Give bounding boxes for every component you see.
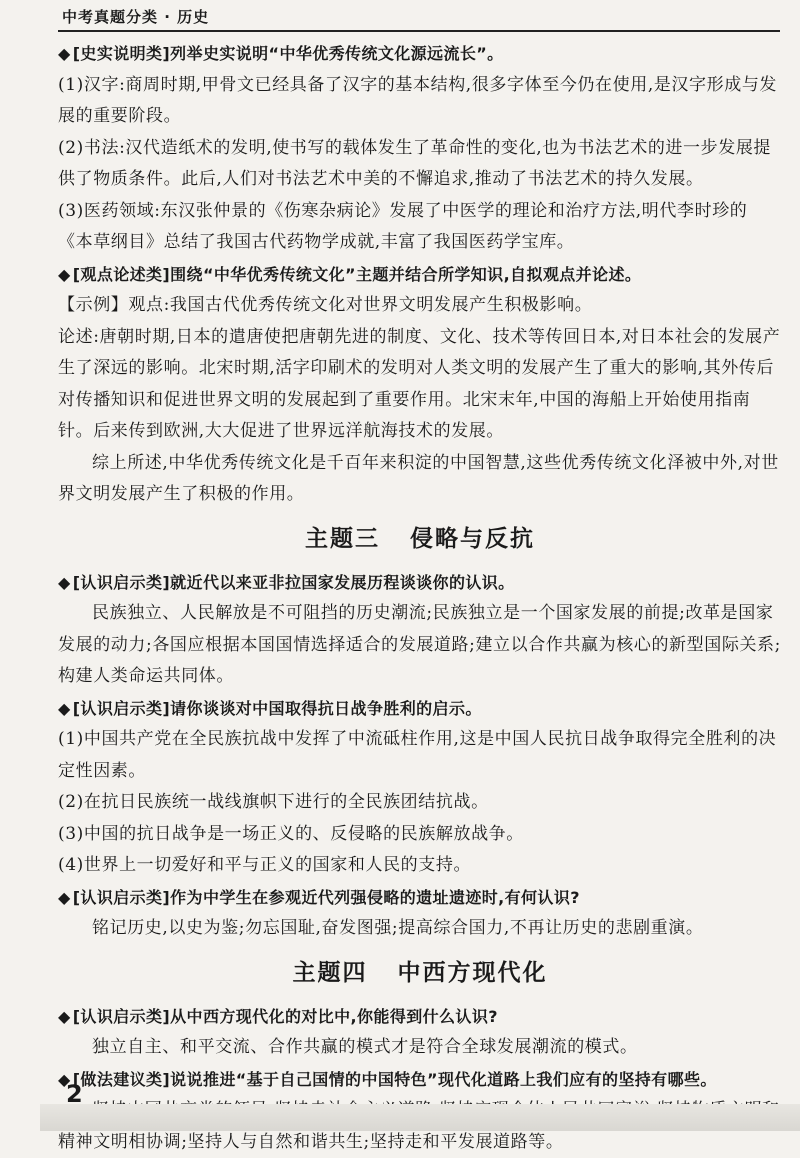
answer-item: (3)医药领域:东汉张仲景的《伤寒杂病论》发展了中医学的理论和治疗方法,明代李时珍的《本草纲目》总结了我国古代药物学成就,丰富了我国医药学宝库。	[58, 200, 748, 252]
question-heading	[58, 882, 782, 914]
diamond-bullet-icon: ◆	[58, 44, 71, 63]
question-heading	[58, 38, 782, 70]
section-name: 侵略与反抗	[410, 525, 535, 552]
running-header: 中考真题分类 · 历史	[62, 8, 210, 26]
section-title	[58, 945, 782, 1001]
page-number: 2	[66, 1080, 83, 1108]
diamond-bullet-icon: ◆	[58, 264, 71, 284]
diamond-bullet-icon: ◆	[58, 887, 71, 907]
section-label: 主题三	[305, 525, 380, 552]
question-text: [认识启示类]就近代以来亚非拉国家发展历程谈谈你的认识。	[72, 572, 515, 592]
question-heading	[58, 693, 782, 725]
question-text: [观点论述类]围绕“中华优秀传统文化”主题并结合所学知识,自拟观点并论述。	[72, 264, 642, 284]
header-rule	[58, 30, 780, 32]
section-name: 中西方现代化	[397, 959, 548, 986]
question-text: [认识启示类]作为中学生在参观近代列强侵略的遗址遗迹时,有何认识?	[72, 887, 580, 907]
section-title	[58, 511, 782, 567]
question-heading	[58, 1001, 782, 1033]
answer-paragraph: 独立自主、和平交流、合作共赢的模式才是符合全球发展潮流的模式。	[92, 1037, 638, 1057]
answer-item: (2)在抗日民族统一战线旗帜下进行的全民族团结抗战。	[58, 792, 489, 812]
argument-paragraph: 论述:唐朝时期,日本的遣唐使把唐朝先进的制度、文化、技术等传回日本,对日本社会的发展产生了深远的影响。北宋时期,活字印刷术的发明对人类文明的发展产生了重大的影响,其外传后对传播知识和促进世界文明的发展起到了重要作用。北宋末年,中国的海船上开始使用指南针。后来传到欧洲,大大促进了世界远洋航海技术的发展。	[58, 326, 781, 441]
diamond-bullet-icon: ◆	[58, 572, 71, 592]
question-text: [史实说明类]列举史实说明“中华优秀传统文化源远流长”。	[72, 44, 504, 63]
conclusion-paragraph: 综上所述,中华优秀传统文化是千百年来积淀的中国智慧,这些优秀传统文化泽被中外,对世界文明发展产生了积极的作用。	[58, 452, 779, 504]
page-edge	[40, 1104, 800, 1131]
question-heading	[58, 259, 782, 291]
answer-paragraph: 民族独立、人民解放是不可阻挡的历史潮流;民族独立是一个国家发展的前提;改革是国家发展的动力;各国应根据本国国情选择适合的发展道路;建立以合作共赢为核心的新型国际关系;构建人类命运共同体。	[58, 603, 781, 686]
answer-item: (4)世界上一切爱好和平与正义的国家和人民的支持。	[58, 855, 472, 875]
answer-item: (1)中国共产党在全民族抗战中发挥了中流砥柱作用,这是中国人民抗日战争取得完全胜利的决定性因素。	[58, 729, 777, 781]
question-text: [认识启示类]请你谈谈对中国取得抗日战争胜利的启示。	[72, 698, 482, 718]
answer-item: (1)汉字:商周时期,甲骨文已经具备了汉字的基本结构,很多字体至今仍在使用,是汉字形成与发展的重要阶段。	[58, 74, 778, 126]
example-viewpoint: 【示例】观点:我国古代优秀传统文化对世界文明发展产生积极影响。	[58, 295, 593, 315]
answer-item: (2)书法:汉代造纸术的发明,使书写的载体发生了革命性的变化,也为书法艺术的进一步发展提供了物质条件。此后,人们对书法艺术中美的不懈追求,推动了书法艺术的持久发展。	[58, 137, 772, 189]
section-label: 主题四	[292, 959, 368, 986]
question-heading	[58, 1064, 782, 1096]
diamond-bullet-icon: ◆	[58, 1006, 71, 1026]
diamond-bullet-icon: ◆	[58, 1069, 71, 1089]
answer-paragraph: 精神文明相协调;坚持人与自然和谐共生;坚持走和平发展道路等。	[58, 1131, 564, 1152]
diamond-bullet-icon: ◆	[58, 698, 71, 718]
question-heading	[58, 567, 782, 599]
answer-item: (3)中国的抗日战争是一场正义的、反侵略的民族解放战争。	[58, 823, 524, 844]
question-text: [认识启示类]从中西方现代化的对比中,你能得到什么认识?	[72, 1006, 498, 1026]
answer-paragraph: 铭记历史,以史为鉴;勿忘国耻,奋发图强;提高综合国力,不再让历史的悲剧重演。	[92, 918, 704, 938]
question-text: [做法建议类]说说推进“基于自己国情的中国特色”现代化道路上我们应有的坚持有哪些。	[72, 1069, 717, 1089]
page-content	[58, 38, 782, 1158]
